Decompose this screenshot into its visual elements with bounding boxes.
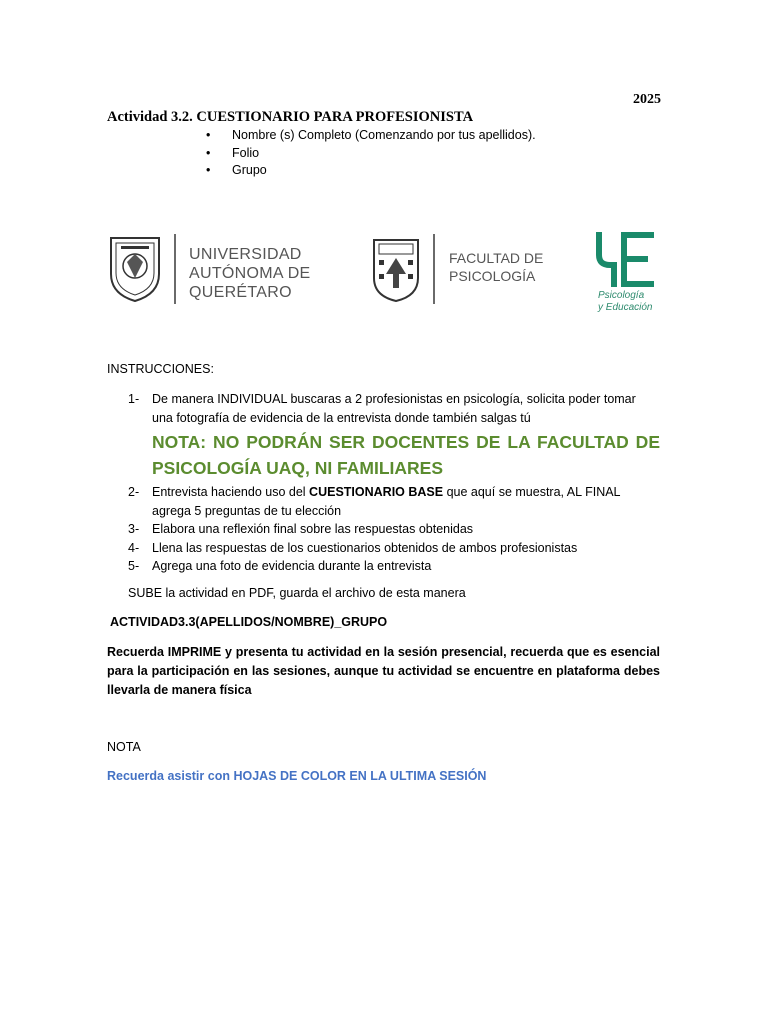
uaq-wordmark-line: AUTÓNOMA DE [189, 265, 311, 282]
step-text: De manera INDIVIDUAL buscaras a 2 profesionistas en psicología, solicita poder tomar una fotografía de evidencia de la entrevista donde también salgas tú [152, 392, 636, 425]
uaq-wordmark-line: UNIVERSIDAD [189, 246, 302, 263]
warning-note: NOTA: NO PODRÁN SER DOCENTES DE LA FACULTAD DE PSICOLOGÍA UAQ, NI FAMILIARES [152, 432, 660, 478]
color-sheets-note: Recuerda asistir con HOJAS DE COLOR EN LA ULTIMA SESIÓN [107, 769, 487, 783]
psicologia-educacion-logo-mark [596, 229, 658, 289]
faculty-wordmark-line: PSICOLOGÍA [449, 268, 536, 284]
step-text: Llena las respuestas de los cuestionarios obtenidos de ambos profesionistas [152, 540, 578, 555]
psicologia-educacion-wordmark [598, 290, 652, 314]
step-text: Elabora una reflexión final sobre las respuestas obtenidas [152, 522, 474, 536]
print-reminder: Recuerda IMPRIME y presenta tu actividad en la sesión presencial, recuerda que es esencial para la participación en las sesiones, aunque tu actividad se encuentre en plataforma debes llevarla de manera física [107, 645, 660, 697]
note-label: NOTA [107, 740, 141, 754]
step-number: 3- [128, 522, 140, 536]
instructions-list [128, 390, 660, 576]
psychology-faculty-crest-logo [371, 234, 421, 304]
instruction-step [128, 483, 660, 520]
field-item: • Folio [206, 145, 536, 163]
ye-wordmark-line: y Educación [598, 302, 653, 313]
logo-divider [433, 234, 435, 304]
faculty-wordmark-line: FACULTAD DE [449, 250, 544, 266]
logo-divider [174, 234, 176, 304]
filename-format: ACTIVIDAD3.3(APELLIDOS/NOMBRE)_GRUPO [110, 615, 388, 629]
instruction-step [128, 390, 660, 427]
step-number: 1- [128, 392, 140, 406]
upload-instruction: SUBE la actividad en PDF, guarda el archivo de esta manera [128, 586, 466, 600]
field-item: • Nombre (s) Completo (Comenzando por tus apellidos). [206, 127, 536, 145]
field-item: • Grupo [206, 162, 536, 180]
step-number: 2- [128, 485, 140, 499]
uaq-wordmark [189, 245, 311, 302]
step-text-bold: CUESTIONARIO BASE [309, 485, 444, 499]
instruction-step [128, 539, 660, 558]
year-label: 2025 [633, 92, 661, 107]
step-text: Agrega una foto de evidencia durante la entrevista [152, 559, 432, 573]
step-text-prefix: Entrevista haciendo uso del [152, 485, 310, 499]
instruction-step [128, 557, 660, 576]
ye-wordmark-line: Psicología [598, 290, 645, 301]
step-number: 4- [128, 540, 140, 555]
instruction-step [128, 520, 660, 539]
logo-banner [100, 225, 670, 325]
required-fields-list [206, 127, 536, 180]
uaq-wordmark-line: QUERÉTARO [189, 284, 292, 301]
step-text-suffix: que aquí se muestra, AL FINAL agrega 5 preguntas de tu elección [152, 485, 621, 518]
step-number: 5- [128, 559, 140, 573]
activity-title: Actividad 3.2. CUESTIONARIO PARA PROFESIONISTA [107, 109, 474, 125]
faculty-wordmark [449, 249, 543, 285]
instructions-heading: INSTRUCCIONES: [107, 362, 214, 376]
uaq-crest-logo [107, 234, 163, 304]
